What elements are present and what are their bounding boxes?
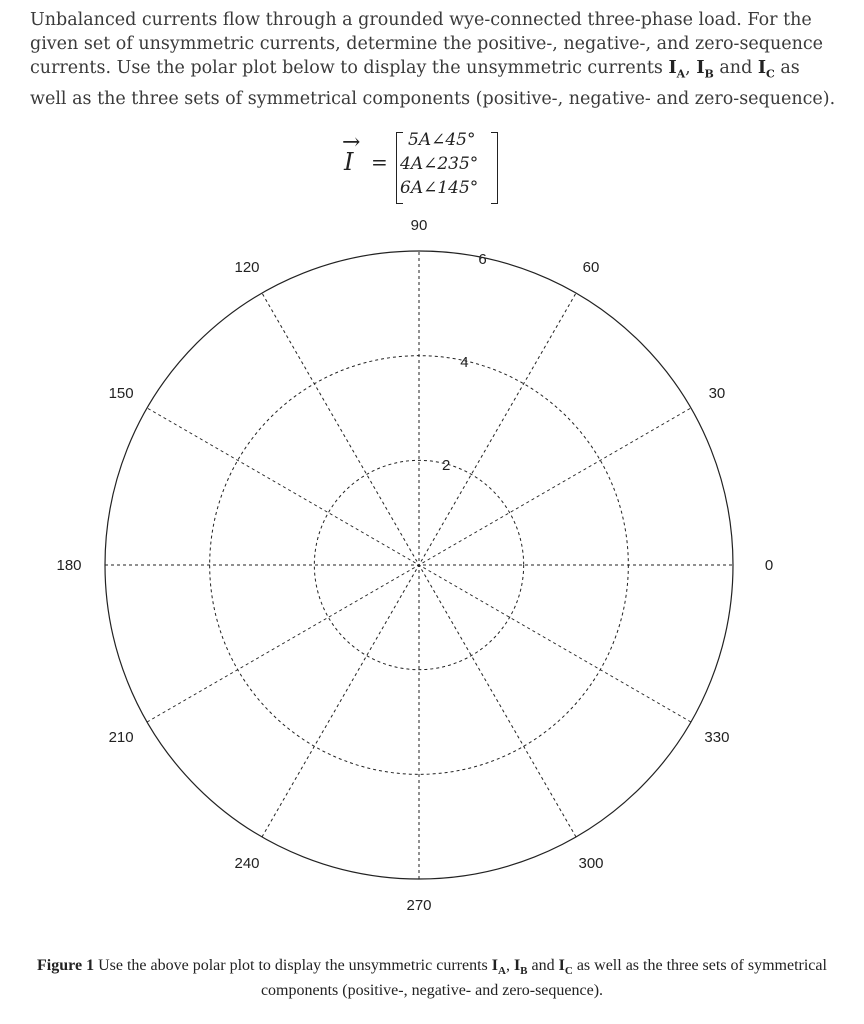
angle-label: 90 — [410, 217, 428, 234]
angle-label: 0 — [764, 557, 774, 574]
angle-label: 300 — [578, 854, 604, 872]
caption-ic: $I_C$ — [558, 957, 573, 978]
angle-label: 330 — [704, 729, 730, 746]
separator: , — [685, 58, 697, 78]
caption-ia: $I_A$ — [491, 957, 506, 978]
angle-label: 150 — [108, 385, 134, 402]
angle-label: 270 — [406, 897, 432, 914]
problem-intro: Unbalanced currents flow through a grounded wye-connected three-phase load. For the given set of unsymmetric currents, determine the positive-, negative-, and zero-sequence currents. Use the polar plot below to display the unsymmetric currents — [30, 10, 824, 78]
problem-tail: as well as the three sets of symmetrical components (positive-, negative- and zero-sequence). — [30, 58, 836, 109]
figure-caption — [30, 956, 834, 1001]
current-b-symbol: $I_B$ — [696, 58, 714, 81]
angle-label: 180 — [56, 557, 82, 574]
angle-label: 240 — [234, 854, 260, 872]
current-vector-equation — [340, 128, 510, 206]
angle-label: 30 — [708, 385, 726, 402]
caption-conjunction: and — [527, 957, 559, 974]
problem-statement — [30, 8, 840, 111]
conjunction: and — [713, 58, 758, 78]
caption-separator: , — [505, 957, 514, 974]
radius-tick-label: 2 — [442, 457, 451, 475]
current-a-symbol: $I_A$ — [668, 58, 686, 81]
right-bracket — [491, 132, 498, 204]
caption-text: Use the above polar plot to display the unsymmetric currents — [94, 957, 492, 974]
matrix-row-ic: 6A∠145° — [400, 178, 479, 198]
vector-arrow: → — [342, 130, 361, 155]
angle-label: 210 — [108, 729, 134, 746]
angle-label: 60 — [582, 259, 600, 277]
caption-ib: $I_B$ — [513, 957, 528, 978]
radius-tick-label: 4 — [460, 353, 469, 371]
radius-tick-label: 6 — [478, 250, 487, 268]
vector-symbol: I — [344, 148, 354, 176]
matrix-row-ib: 4A∠235° — [400, 154, 479, 174]
equals-sign: = — [371, 150, 388, 174]
current-c-symbol: $I_C$ — [757, 58, 775, 81]
figure-label: Figure 1 — [37, 957, 95, 974]
matrix-row-ia: 5A∠45° — [408, 130, 476, 150]
angle-label: 120 — [234, 259, 260, 277]
caption-tail: as well as the three sets of symmetrical components (positive-, negative- and zero-sequence). — [260, 957, 827, 1000]
polar-plot — [0, 200, 864, 940]
